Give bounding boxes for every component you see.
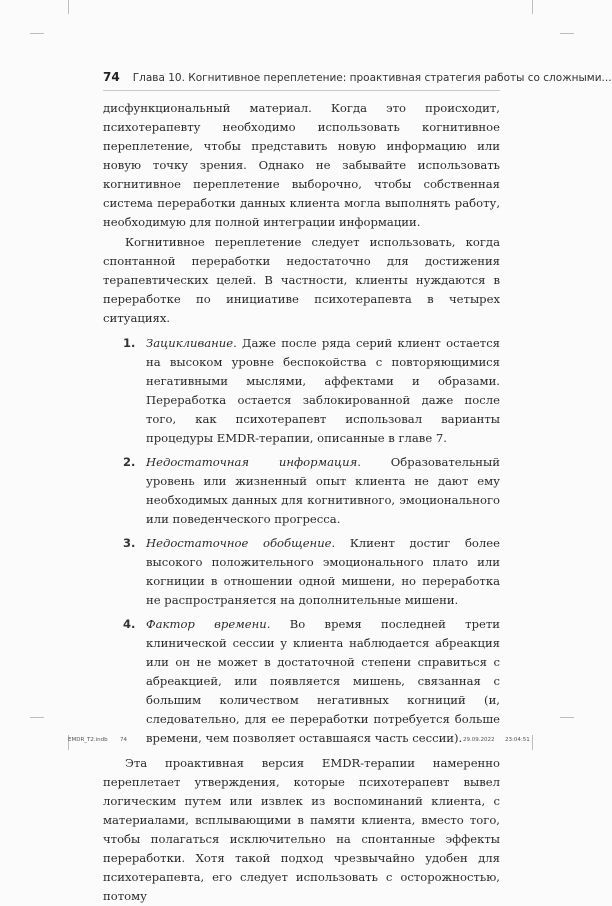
item-text: . Клиент достиг более высокого положительного эмоционального плато или когниции в отношении одной мишени, но переработка не распространяется на дополнительные мишени. (146, 536, 501, 607)
paragraph: дисфункциональный материал. Когда это происходит, психотерапевту необходимо использовать когнитивное переплетение, чтобы представить новую информацию или новую точку зрения. Однако не забывайте использовать когнитивное переплетение выборочно, чтобы собственная система переработки данных клиента могла выполнять работу, необходимую для полной интеграции информации. (103, 101, 500, 229)
item-number: 1. (123, 336, 136, 350)
header-rule (103, 90, 500, 91)
list-item (103, 615, 500, 748)
page-number: 74 (103, 70, 120, 84)
crop-mark (30, 33, 44, 34)
crop-mark (560, 33, 574, 34)
item-term: Недостаточная информация (146, 455, 358, 469)
body-text (103, 99, 500, 906)
paragraph: Когнитивное переплетение следует использовать, когда спонтанной переработки недостаточно для достижения терапевтических целей. В частности, клиенты нуждаются в переработке по инициативе психотерапевта в четырех ситуациях. (103, 235, 500, 325)
footer-filename: EMDR_T2.indb (68, 737, 108, 743)
footer-page: 74 (120, 737, 127, 743)
crop-mark (30, 717, 44, 718)
item-term: Недостаточное обобщение (146, 536, 332, 550)
list-item (103, 334, 500, 448)
item-term: Фактор времени (146, 617, 267, 631)
crop-mark (68, 0, 69, 14)
footer-time: 23:04:51 (505, 737, 530, 743)
item-number: 4. (123, 617, 136, 631)
item-term: Зацикливание (146, 336, 234, 350)
crop-mark (532, 735, 533, 750)
item-number: 2. (123, 455, 136, 469)
item-number: 3. (123, 536, 136, 550)
chapter-title: Глава 10. Когнитивное переплетение: проактивная стратегия работы со сложными... (132, 72, 612, 84)
item-text: . Даже после ряда серий клиент остается на высоком уровне беспокойства с повторяющимися негативными мыслями, аффектами и образами. Переработка остается заблокированной даже после того, как психотерапевт использовал варианты процедуры EMDR-терапии, описанные в главе 7. (146, 336, 500, 445)
list-item (103, 534, 500, 610)
footer-date: 29.09.2022 (463, 737, 495, 743)
situation-list (103, 334, 500, 748)
paragraph: Эта проактивная версия EMDR-терапии намеренно переплетает утверждения, которые психотерапевт вывел логическим путем или извлек из воспоминаний клиента, с материалами, всплывающими в памяти клиента, вместо того, чтобы полагаться исключительно на спонтанные эффекты переработки. Хотя такой подход чрезвычайно удобен для психотерапевта, его следует использовать с осторожностью, потому (103, 756, 500, 903)
running-header (103, 70, 612, 84)
item-text: . Во время последней трети клинической сессии у клиента наблюдается абреакция или он не может в достаточной степени справиться с абреакцией, или появляется мишень, связанная с большим количеством негативных когниций (и, следовательно, для ее переработки потребуется больше времени, чем позволяет оставшаяся часть сессии). (146, 617, 500, 745)
crop-mark (532, 0, 533, 14)
list-item (103, 453, 500, 529)
item-text: . Образовательный уровень или жизненный опыт клиента не дают ему необходимых данных для когнитивного, эмоционального или поведенческого прогресса. (146, 455, 500, 526)
crop-mark (560, 717, 574, 718)
